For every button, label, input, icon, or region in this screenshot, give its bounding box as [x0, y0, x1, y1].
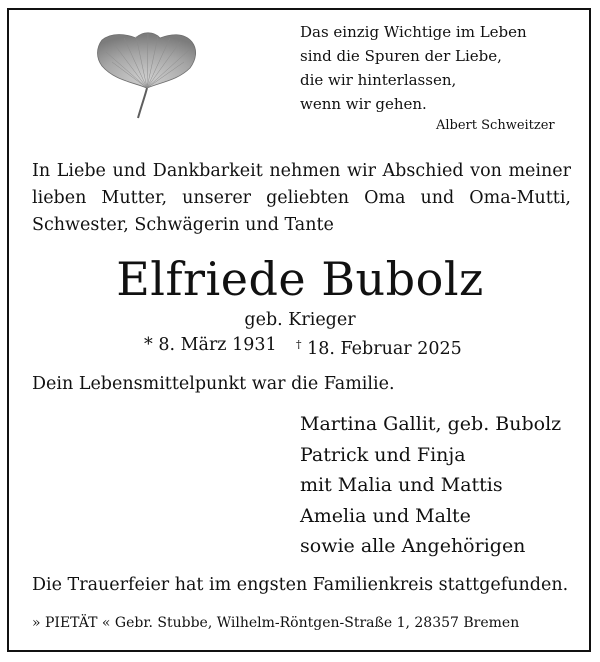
quote-line: wenn wir gehen.	[300, 95, 427, 113]
motto: Dein Lebensmittelpunkt war die Familie.	[32, 374, 395, 394]
family-list	[300, 409, 561, 562]
birth-name: geb. Krieger	[244, 310, 356, 330]
quote	[300, 20, 570, 116]
death-date	[296, 333, 462, 361]
quote-line: Das einzig Wichtige im Leben	[300, 23, 527, 41]
funeral-home-footer: » PIETÄT « Gebr. Stubbe, Wilhelm-Röntgen-Straße 1, 28357 Bremen	[32, 615, 520, 631]
family-line: mit Malia und Mattis	[300, 474, 503, 496]
family-line: sowie alle Angehörigen	[300, 535, 526, 557]
quote-author: Albert Schweitzer	[436, 118, 555, 133]
birth-date-text: 8. März 1931	[158, 335, 277, 355]
death-date-text: 18. Februar 2025	[307, 339, 462, 359]
intro-text	[32, 158, 571, 239]
birth-date	[144, 333, 277, 357]
family-line: Amelia und Malte	[300, 504, 471, 527]
birth-symbol: *	[144, 335, 153, 355]
ginkgo-leaf-icon	[92, 22, 202, 122]
quote-line: sind die Spuren der Liebe,	[300, 47, 502, 65]
intro-line: In Liebe und Dankbarkeit nehmen wir Abschied von meiner	[32, 161, 571, 181]
cross-symbol: †	[296, 338, 302, 351]
funeral-notice: Die Trauerfeier hat im engsten Familienkreis stattgefunden.	[32, 575, 569, 595]
intro-line: lieben Mutter, unserer geliebten Oma und Oma-Mutti,	[32, 188, 571, 208]
deceased-name: Elfriede Bubolz	[116, 252, 484, 306]
family-line: Patrick und Finja	[300, 443, 466, 466]
family-line: Martina Gallit, geb. Bubolz	[300, 413, 562, 435]
quote-line: die wir hinterlassen,	[300, 71, 457, 89]
intro-line: Schwester, Schwägerin und Tante	[32, 215, 334, 235]
